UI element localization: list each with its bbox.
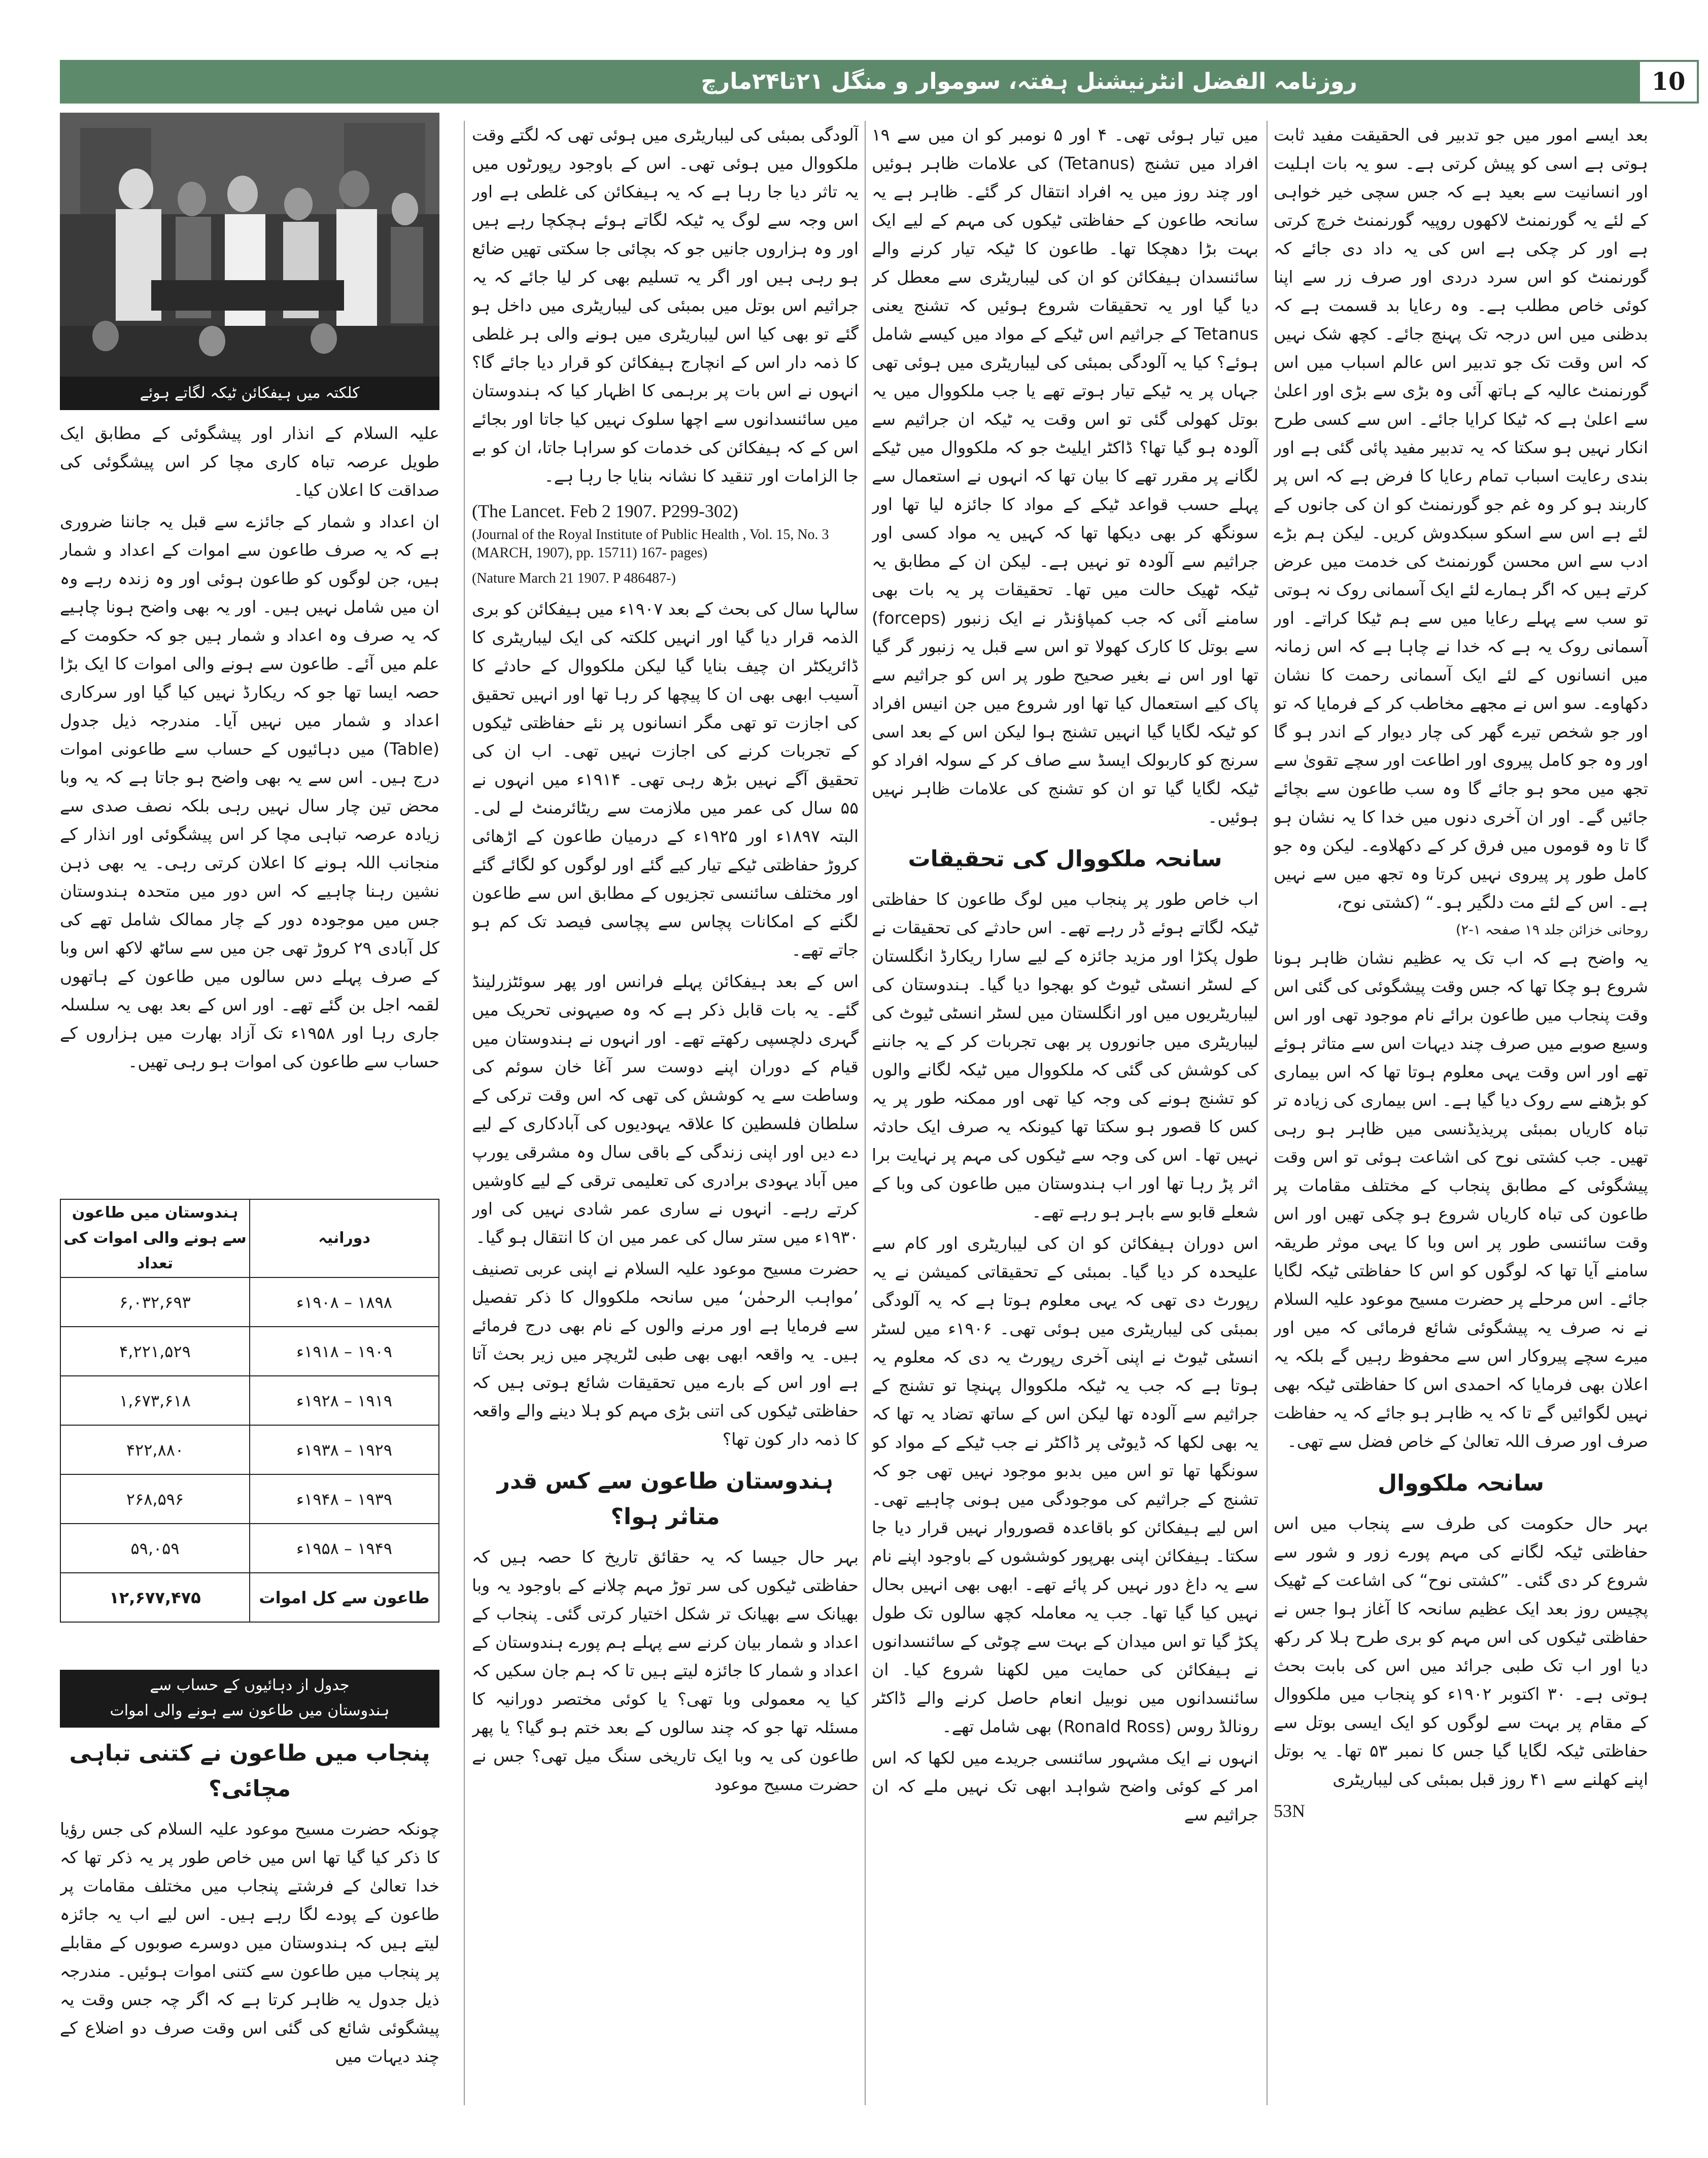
table-row	[60, 1327, 439, 1376]
deaths-cell: ۴,۲۲۱,۵۲۹	[60, 1327, 250, 1376]
deaths-cell: ۵۹,۰۵۹	[60, 1524, 250, 1573]
paragraph: اس دوران ہیفکائن کو ان کی لیباریٹری اور کام سے علیحدہ کر دیا گیا۔ بمبئی کے تحقیقاتی کمیشن نے یہ رپورٹ دی تھی کہ یہی معلوم ہوتا ہے کہ یہ آلودگی بمبئی کی لیباریٹری میں ہوئی تھی۔ ۱۹۰۶ء میں لسٹر انسٹی ٹیوٹ نے اپنی آخری رپورٹ یہ دی کہ معلوم یہ ہوتا ہے کہ جب یہ ٹیکہ ملکووال پہنچا تو تشنج کے جراثیم سے آلودہ تھا لیکن اس کے ساتھ تضاد یہ تھا کہ یہ بھی لکھا کہ ڈیوٹی پر ڈاکٹر نے جب ٹیکے کے مواد کو سونگھا تھا تو اس میں بدبو موجود نہیں تھی جو کہ تشنج کے جراثیم کی موجودگی میں ہونی چاہیے تھی۔ اس لیے ہیفکائن کو باقاعدہ قصوروار نہیں قرار دیا جا سکتا۔ ہیفکائن اپنی بھرپور کوششوں کے باوجود اپنے نام سے یہ داغ دور نہیں کر پائے تھے۔ ابھی بھی انہیں بحال نہیں کیا گیا تھا۔ جب یہ معاملہ کچھ سالوں تک طول پکڑ گیا تو اس میدان کے بہت سے چوٹی کے سائنسدانوں نے ہیفکائن کی حمایت میں لکھنا شروع کیا۔ ان سائنسدانوں میں نوبیل انعام حاصل کرنے والے ڈاکٹر رونالڈ روس (Ronald Ross) بھی شامل تھے۔	[872, 1233, 1258, 1736]
paragraph: سالہا سال کی بحث کے بعد ۱۹۰۷ء میں ہیفکائن کو بری الذمہ قرار دیا گیا اور انہیں کلکتہ کی ایک لیباریٹری کا ڈائریکٹر ان چیف بنایا گیا لیکن ملکووال کے حادثے کا آسیب ابھی بھی ان کا پیچھا کر رہا تھا اور انہیں تحقیق کی اجازت تو تھی مگر انسانوں پر نئے حفاظتی ٹیکوں کے تجربات کرنے کی اجازت نہیں تھی۔ اب ان کی تحقیق آگے نہیں بڑھ رہی تھی۔ ۱۹۱۴ء میں انہوں نے ۵۵ سال کی عمر میں ملازمت سے ریٹائرمنٹ لے لی۔ البتہ ۱۸۹۷ء اور ۱۹۲۵ء کے درمیان طاعون کے اڑھائی کروڑ حفاظتی ٹیکے تیار کیے گئے اور لوگوں کو لگائے گئے اور مختلف سائنسی تجزیوں کے مطابق اس سے طاعون لگنے کے امکانات پچاس سے پچاسی فیصد تک کم ہو جاتے تھے۔	[472, 599, 859, 960]
paragraph: اب خاص طور پر پنجاب میں لوگ طاعون کا حفاظتی ٹیکہ لگاتے ہوئے ڈر رہے تھے۔ اس حادثے کی تحقیقات نے طول پکڑا اور مزید جائزہ کے لیے سارا ریکارڈ انگلستان کے لسٹر انسٹی ٹیوٹ کو بھجوا دیا گیا۔ ہندوستان کی لیباریٹریوں میں اور انگلستان میں لسٹر انسٹی ٹیوٹ کی لیباریٹری میں جانوروں پر بھی تجربات کر کے یہ جاننے کی کوشش کی گئی کہ ملکووال میں ٹیکہ لگانے والوں کو تشنج ہونے کی وجہ کیا تھی اور ممکنہ طور پر یہ کس کا قصور ہو سکتا تھا کیونکہ یہ صرف ایک حادثہ نہیں تھا۔ اس کی وجہ سے ٹیکوں کی مہم پر نہایت برا اثر پڑ رہا تھا اور اب ہندوستان میں طاعون کی وبا کے شعلے قابو سے باہر ہو رہے تھے۔	[872, 889, 1258, 1222]
paragraph: آلودگی بمبئی کی لیباریٹری میں ہوئی تھی کہ لگتے وقت ملکووال میں ہوئی تھی۔ اس کے باوجود رپورٹوں میں یہ تاثر دیا جا رہا ہے کہ یہ ہیفکائن کی غلطی ہے اور اس وجہ سے لوگ یہ ٹیکہ لگاتے ہوئے ہچکچا رہے ہیں اور وہ ہزاروں جانیں جو کہ بچائی جا سکتی تھیں ضائع ہو رہی ہیں اور اگر یہ تسلیم بھی کر لیا جائے کہ یہ جراثیم اس بوتل میں بمبئی کی لیباریٹری میں داخل ہو گئے تو بھی کیا اس لیباریٹری میں ہونے والی ہر غلطی کا ذمہ دار اس کے انچارج ہیفکائن کو قرار دیا جائے گا؟ انہوں نے اس بات پر برہمی کا اظہار کیا کہ ہندوستان میں سائنسدانوں سے اچھا سلوک نہیں کیا جاتا اور بجائے اس کے کہ ہیفکائن کی خدمات کو سراہا جاتا، ان کو بے جا الزامات اور تنقید کا نشانہ بنایا جا رہا ہے۔	[472, 125, 859, 486]
section-heading: سانحہ ملکووال کی تحقیقات	[908, 846, 1222, 872]
table-caption	[60, 1670, 439, 1728]
reference: (Nature March 21 1907. P 486487-)	[472, 570, 676, 586]
article-column-1	[1274, 121, 1648, 2110]
paragraph: بعد ایسے امور میں جو تدبیر فی الحقیقت مفید ثابت ہوتی ہے اسی کو پیش کرتی ہے۔ سو یہ بات اہلیت اور انسانیت سے بعید ہے کہ جس سچی خیر خواہی کے لئے یہ گورنمنٹ لاکھوں روپیہ گورنمنٹ خرچ کرتی ہے اور کر چکی ہے اس کی یہ داد دی جائے کہ گورنمنٹ کو اس سرد دردی اور صرف زر سے اپنا کوئی خاص مطلب ہے۔ وہ رعایا بد قسمت ہے کہ بدظنی میں اس درجہ تک پہنچ جائے۔ کچھ شک نہیں کہ اس وقت تک جو تدبیر اس عالم اسباب میں اس گورنمنٹ عالیہ کے ہاتھ آئی وہ بڑی سے بڑی اور اعلیٰ سے اعلیٰ ہے کہ ٹیکا کرایا جائے۔ اس سے کسی طرح انکار نہیں ہو سکتا کہ یہ تدبیر مفید پائی گئی ہے اور بندی رعایت اسباب تمام رعایا کا فرض ہے کہ اس پر کاربند ہو کر وہ غم جو گورنمنٹ کو ان کی جانوں کے لئے ہے اس سے اسکو سبکدوش کریں۔ لیکن ہم بڑے ادب سے اس محسن گورنمنٹ کی خدمت میں عرض کرتے ہیں کہ اگر ہمارے لئے ایک آسمانی روک نہ ہوتی تو سب سے پہلے رعایا میں سے ہم ٹیکا کراتے۔ اور آسمانی روک یہ ہے کہ خدا نے چاہا ہے کہ اس زمانہ میں انسانوں کے لئے ایک آسمانی رحمت کا نشان دکھاوے۔ سو اس نے مجھے مخاطب کر کے فرمایا کہ تو اور جو شخص تیرے گھر کی چار دیوار کے اندر ہو گا اور وہ جو کامل پیروی اور اطاعت اور سچے تقویٰ سے تجھ میں محو ہو جائے گا وہ سب طاعون سے بچائے جائیں گے۔ اور ان آخری دنوں میں خدا کا یہ نشان ہو گا تا وہ قوموں میں فرق کر کے دکھلاوے۔ لیکن وہ جو کامل طور پر پیروی نہیں کرتا وہ تجھ میں سے نہیں ہے۔ اس کے لئے مت دلگیر ہو۔“ (کشتی نوح،	[1274, 125, 1648, 912]
deaths-cell: ۲۶۸,۵۹۶	[60, 1474, 250, 1524]
total-label: طاعون سے کل اموات	[250, 1573, 439, 1622]
table-caption-line: ہندوستان میں طاعون سے ہونے والی اموات	[110, 1702, 390, 1719]
column-header-period: دورانیہ	[250, 1199, 439, 1277]
column-header-deaths: ہندوستان میں طاعون سے ہونے والی اموات کی تعداد	[60, 1199, 250, 1277]
photo-illustration	[60, 113, 439, 377]
deaths-cell: ۴۲۲,۸۸۰	[60, 1425, 250, 1474]
article-column-4	[60, 419, 439, 1196]
table-total-row	[60, 1573, 439, 1622]
plague-deaths-table	[60, 1199, 439, 1623]
section-heading: سانحہ ملکووال	[1377, 1470, 1545, 1496]
deaths-cell: ۶,۰۳۲,۶۹۳	[60, 1277, 250, 1327]
column-code: 53N	[1274, 1801, 1305, 1821]
table-row	[60, 1425, 439, 1474]
photo-caption: کلکتہ میں ہیفکائن ٹیکہ لگاتے ہوئے	[60, 377, 439, 410]
newspaper-dateline: روزنامہ الفضل انٹرنیشنل ہفتہ، سوموار و منگل ۲۱تا۲۴مارچ ۲۰۲۶ء	[701, 69, 1357, 124]
paragraph: اس کے بعد ہیفکائن پہلے فرانس اور پھر سوئٹزرلینڈ گئے۔ یہ بات قابل ذکر ہے کہ وہ صیہونی تحریک میں گہری دلچسپی رکھتے تھے۔ اور انہوں نے ہندوستان میں قیام کے دوران اپنے دوست سر آغا خان سوئم کی وساطت سے یہ کوشش کی تھی کہ اس وقت ترکی کے سلطان فلسطین کا علاقہ یہودیوں کی آبادکاری کے لیے دے دیں اور اپنی زندگی کے باقی سال وہ مشرقی یورپ میں آباد یہودی برادری کی تعلیمی ترقی کے لیے کاوشیں کرتے رہے۔ انہوں نے ساری عمر شادی نہیں کی اور ۱۹۳۰ء میں ستر سال کی عمر میں ان کا انتقال ہو گیا۔	[472, 971, 859, 1247]
deaths-cell: ۱,۶۷۳,۶۱۸	[60, 1376, 250, 1425]
period-cell: ۱۸۹۸ – ۱۹۰۸ء	[250, 1277, 439, 1327]
table-row	[60, 1474, 439, 1524]
paragraph: ان اعداد و شمار کے جائزے سے قبل یہ جاننا ضروری ہے کہ یہ صرف طاعون سے اموات کے اعداد و شمار ہیں، جن لوگوں کو طاعون ہوئی اور وہ زندہ رہے وہ ان میں شامل نہیں ہیں۔ اور یہ بھی واضح ہونا چاہیے کہ یہ صرف وہ اعداد و شمار ہیں جو کہ حکومت کے علم میں آئے۔ طاعون سے ہونے والی اموات کا ایک بڑا حصہ ایسا تھا جو کہ ریکارڈ نہیں کیا گیا اور سرکاری اعداد و شمار میں نہیں آیا۔ مندرجہ ذیل جدول (Table) میں دہائیوں کے حساب سے طاعونی اموات درج ہیں۔ اس سے یہ بھی واضح ہو جاتا ہے کہ یہ وبا محض تین چار سال نہیں رہی بلکہ نصف صدی سے زیادہ عرصہ تباہی مچا کر اس پیشگوئی اور انذار کے منجانب اللہ ہونے کا اعلان کرتی رہی۔ یہ بھی ذہن نشین رہنا چاہیے کہ اس دور میں متحدہ ہندوستان جس میں موجودہ دور کے چار ممالک شامل تھے کی کل آبادی ۲۹ کروڑ تھی جن میں سے ساٹھ لاکھ اس وبا کے صرف پہلے دس سالوں میں طاعون کے ہاتھوں لقمہ اجل بن گئے تھے۔ اور اس کے بعد بھی یہ سلسلہ جاری رہا اور ۱۹۵۸ء تک آزاد بھارت میں ہزاروں کے حساب سے طاعون کی اموات ہو رہی تھیں۔	[60, 512, 439, 1071]
table-row	[60, 1277, 439, 1327]
paragraph: حضرت مسیح موعود علیہ السلام نے اپنی عربی تصنیف ’مواہب الرحمٰن‘ میں سانحہ ملکووال کا ذکر تفصیل سے فرمایا ہے اور مرنے والوں کے نام بھی درج فرمائے ہیں۔ یہ واقعہ ابھی بھی طبی لٹریچر میں زیر بحث آتا ہے اور اس کے بارے میں تحقیقات شائع ہوتی ہیں کہ حفاظتی ٹیکوں کی اتنی بڑی مہم کو ہلا دینے والے واقعہ کا ذمہ دار کون تھا؟	[472, 1259, 859, 1449]
page-header	[60, 60, 1686, 124]
column-divider	[464, 121, 465, 2105]
paragraph: چونکہ حضرت مسیح موعود علیہ السلام کی جس رؤیا کا ذکر کیا گیا تھا اس میں خاص طور پر یہ ذکر تھا کہ خدا تعالیٰ کے فرشتے پنجاب میں مختلف مقامات پر طاعون کے پودے لگا رہے ہیں۔ اس لیے اب یہ جائزہ لیتے ہیں کہ ہندوستان میں دوسرے صوبوں کے مقابلے پر پنجاب میں طاعون سے کتنی اموات ہوئیں۔ مندرجہ ذیل جدول یہ ظاہر کرتا ہے کہ اگر چہ جس وقت یہ پیشگوئی شائع کی گئی اس وقت صرف دو اضلاع کے چند دیہات میں	[60, 1819, 439, 2066]
paragraph: بہر حال جیسا کہ یہ حقائق تاریخ کا حصہ ہیں کہ حفاظتی ٹیکوں کی سر توڑ مہم چلانے کے باوجود یہ وبا بھیانک سے بھیانک تر شکل اختیار کرتی گئی۔ پنجاب کے اعداد و شمار بیان کرنے سے پہلے ہم پورے ہندوستان کے اعداد و شمار کا جائزہ لیتے ہیں تا کہ ہم جان سکیں کہ کیا یہ معمولی وبا تھی؟ یا کوئی مختصر دورانیہ کا مسئلہ تھا جو کہ چند سالوں کے بعد ختم ہو گیا؟ یا پھر طاعون کی یہ وبا ایک تاریخی سنگ میل تھی؟ جس نے حضرت مسیح موعود	[472, 1547, 859, 1794]
table-row	[60, 1524, 439, 1573]
column-divider	[865, 121, 866, 2105]
historical-photo	[60, 113, 439, 377]
period-cell: ۱۹۰۹ – ۱۹۱۸ء	[250, 1327, 439, 1376]
paragraph: علیہ السلام کے انذار اور پیشگوئی کے مطابق ایک طویل عرصہ تباہ کاری مچا کر اس پیشگوئی کی صداقت کا اعلان کیا۔	[60, 423, 439, 500]
period-cell: ۱۹۴۹ – ۱۹۵۸ء	[250, 1524, 439, 1573]
column-divider	[1267, 121, 1268, 2105]
reference: (The Lancet. Feb 2 1907. P299-302)	[472, 501, 738, 521]
section-heading: پنجاب میں طاعون نے کتنی تباہی مچائی؟	[69, 1740, 430, 1802]
paragraph: انہوں نے ایک مشہور سائنسی جریدے میں لکھا کہ اس امر کے کوئی واضح شواہد ابھی تک نہیں ملے کہ ان جراثیم سے	[872, 1748, 1258, 1825]
paragraph: بہر حال حکومت کی طرف سے پنجاب میں اس حفاظتی ٹیکہ لگانے کی مہم پورے زور و شور سے شروع کر دی گئی۔ ”کشتی نوح“ کی اشاعت کے ٹھیک پچیس روز بعد ایک عظیم سانحہ کا آغاز ہوا جس نے حفاظتی ٹیکوں کی اس مہم کو بری طرح ہلا کر رکھ دیا اور اب تک طبی جرائد میں اس کی بابت بحث ہوتی ہے۔ ۳۰ اکتوبر ۱۹۰۲ء کو پنجاب میں ملکووال کے مقام پر بہت سے لوگوں کو ایک ایسی بوتل سے حفاظتی ٹیکہ لگایا گیا جس کا نمبر ۵۳ تھا۔ یہ بوتل اپنے کھلنے سے ۴۱ روز قبل بمبئی کی لیباریٹری	[1274, 1513, 1648, 1789]
page-number: 10	[1638, 60, 1699, 104]
article-column-2	[872, 121, 1258, 2110]
paragraph: یہ واضح ہے کہ اب تک یہ عظیم نشان ظاہر ہونا شروع ہو چکا تھا کہ جس وقت پیشگوئی کی گئی اس وقت پنجاب میں طاعون برائے نام موجود تھی اور اس وسیع صوبے میں صرف چند دیہات اس سے متاثر ہوئے تھے اور اس وقت یہی معلوم ہوتا تھا کہ اس بیماری کو بڑھنے سے روک دیا گیا ہے۔ اس بیماری کی زیادہ تر تباہ کاریاں بمبئی پریذیڈنسی میں ظاہر ہو رہی تھیں۔ جب کشتی نوح کی اشاعت ہوئی تو اس وقت پیشگوئی کے مطابق پنجاب کے مختلف مقامات پر طاعون کی تباہ کاریاں شروع ہو چکی تھیں اور اس وقت سائنسی طور پر اس وبا کا یہی موثر طریقہ سامنے آیا تھا کہ لوگوں کو اس کا حفاظتی ٹیکہ لگایا جائے۔ اس مرحلے پر حضرت مسیح موعود علیہ السلام نے نہ صرف یہ پیشگوئی شائع فرمائی کہ میں اور میرے سچے پیروکار اس سے محفوظ رہیں گے بلکہ یہ اعلان بھی فرمایا کہ احمدی اس کا حفاظتی ٹیکہ بھی نہیں لگوائیں گے تا کہ یہ ظاہر ہو جائے کہ یہ حفاظت صرف اور صرف اللہ تعالیٰ کے خاص فضل سے تھی۔	[1274, 948, 1648, 1451]
table-caption-line: جدول از دہائیوں کے حساب سے	[150, 1676, 350, 1694]
reference: (Journal of the Royal Institute of Public Health , Vol. 15, No. 3 (MARCH, 1907), pp. 15711) 167- pages)	[472, 527, 829, 561]
total-value: ۱۲,۶۷۷,۴۷۵	[60, 1573, 250, 1622]
article-column-4-lower	[60, 1736, 439, 2091]
citation: روحانی خزائن جلد ۱۹ صفحہ ۱-۲)	[1455, 922, 1648, 938]
paragraph: میں تیار ہوئی تھی۔ ۴ اور ۵ نومبر کو ان میں سے ۱۹ افراد میں تشنج (Tetanus) کی علامات ظاہر ہوئیں اور چند روز میں یہ افراد انتقال کر گئے۔ ظاہر ہے یہ سانحہ طاعون کے حفاظتی ٹیکوں کی مہم کے لیے ایک بہت بڑا دھچکا تھا۔ طاعون کا ٹیکہ تیار کرنے والے سائنسدان ہیفکائن کو ان کی لیباریٹری سے معطل کر دیا گیا اور یہ تحقیقات شروع ہوئیں کہ تشنج یعنی Tetanus کے جراثیم اس ٹیکے کے مواد میں کیسے شامل ہوئے؟ کیا یہ آلودگی بمبئی کی لیباریٹری میں ہوئی تھی جہاں پر یہ ٹیکے تیار ہوتے تھے یا جب ملکووال میں یہ بوتل کھولی گئی تو اس وقت یہ ٹیکہ ان جراثیم سے آلودہ ہو گیا تھا؟ ڈاکٹر ایلیٹ جو کہ ملکووال میں ٹیکے لگانے پر مقرر تھے کا بیان تھا کہ انہوں نے استعمال سے پہلے حسب قواعد ٹیکے کے مواد کا جائزہ لیا تھا اور سونگھ کر بھی دیکھا تھا کہ کہیں یہ مواد کسی اور جراثیم سے آلودہ تو نہیں ہے۔ لیکن ان کے مطابق یہ ٹیکہ ٹھیک حالت میں تھا۔ تحقیقات پر یہ بات بھی سامنے آئی کہ جب کمپاؤنڈر نے ایک زنبور (forceps) سے بوتل کا کارک کھولا تو اس سے قبل یہ زنبور گر گیا تھا اور اس نے بغیر صحیح طور پر اس کو جراثیم سے پاک کیے استعمال کیا تھا اور شروع میں جن انیس افراد کو ٹیکہ لگایا گیا انہیں تشنج ہوا لیکن اس کے بعد اسی سرنج کو کاربولک ایسڈ سے صاف کر کے سولہ افراد کو ٹیکہ لگایا گیا تو ان کو تشنج کی علامات ظاہر نہیں ہوئیں۔	[872, 125, 1258, 827]
period-cell: ۱۹۲۹ – ۱۹۳۸ء	[250, 1425, 439, 1474]
article-column-3	[472, 121, 859, 2110]
period-cell: ۱۹۱۹ – ۱۹۲۸ء	[250, 1376, 439, 1425]
period-cell: ۱۹۳۹ – ۱۹۴۸ء	[250, 1474, 439, 1524]
table-row	[60, 1376, 439, 1425]
section-heading: ہندوستان طاعون سے کس قدر متاثر ہوا؟	[497, 1468, 834, 1530]
table-header-row	[60, 1199, 439, 1277]
